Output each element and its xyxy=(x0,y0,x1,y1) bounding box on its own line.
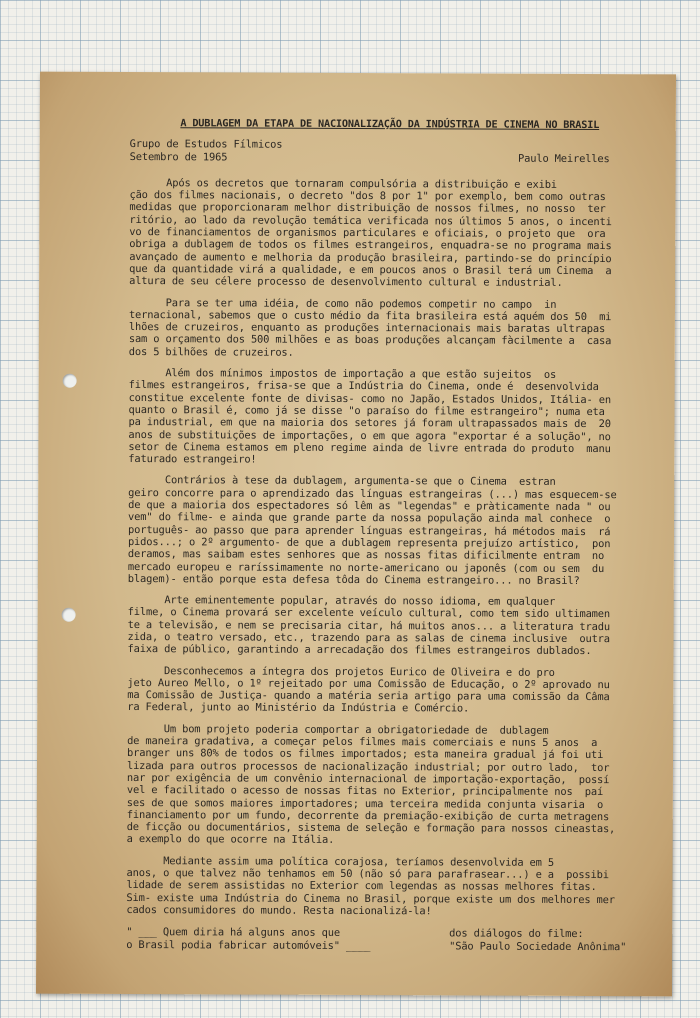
text-line: te a televisão, e nem se precisaria citar, há muitos anos... a literatura tradu xyxy=(127,618,610,633)
text-line: de maneira gradativa, a começar pelos filmes mais comerciais e nuns 5 anos a xyxy=(127,735,598,750)
text-line: a exemplo do que ocorre na Itália. xyxy=(126,833,335,847)
text-line: lhões de cruzeiros, enquanto as produções internacionais mais baratas ultrapas xyxy=(128,321,606,336)
text-line: ritório, ao lado da revolução temática verificada nos últimos 5 anos, o incenti xyxy=(129,213,612,228)
paragraph xyxy=(129,177,649,290)
paragraphs xyxy=(126,177,649,919)
paragraph xyxy=(129,297,649,361)
text-line: mercado europeu e raríssimamente no norte-americano ou japonês (com ou sem du xyxy=(127,560,605,575)
text-line: medidas que proporcionaram melhor distribuição de nossos filmes, no nosso ter xyxy=(129,201,606,216)
text-line: avançado de aumento e melhoria da produção brasileira, partindo-se do princípio xyxy=(129,250,612,265)
text-line: blagem)- então porque esta defesa tôda do Cinema estrangeiro... no Brasil? xyxy=(127,572,580,587)
text-line: Sim- existe uma Indústria do Cinema no Brasil, porque existe um dos melhores mer xyxy=(126,891,615,906)
text-line: filmes estrangeiros, frisa-se que a Indústria do Cinema, onde é desenvolvida xyxy=(128,379,599,394)
closing-left-line1: " ___ Quem diria há alguns anos que xyxy=(126,926,340,940)
text-line: zida, o teatro versado, etc., trazendo para as salas de cinema inclusive outra xyxy=(127,630,610,646)
text-line: vel e facilitado o acesso de nossas fitas no Exterior, principalmente nos paí xyxy=(126,784,604,799)
document-body xyxy=(126,118,650,953)
text-line: nar por exigência de um convênio internacional de importação-exportação, possí xyxy=(126,771,610,787)
text-line: português- ao passo que para aprender línguas estrangeiras, há métodos mais rá xyxy=(127,523,611,538)
document-title: A DUBLAGEM DA ETAPA DE NACIONALIZAÇÃO DA INDÚSTRIA DE CINEMA NO BRASIL xyxy=(180,118,600,132)
text-line: constitue excelente fonte de divisas- como no Japão, Estados Unidos, Itália- en xyxy=(128,391,611,406)
text-line: Mediante assim uma política corajosa, teríamos desenvolvida em 5 xyxy=(126,854,555,869)
text-line: de ficção ou documentários, sistema de seleção e formação para nossos cineastas, xyxy=(126,821,616,836)
paragraph xyxy=(127,665,647,716)
punch-hole xyxy=(62,608,76,622)
text-line: pa industrial, em que na maioria dos setores já foram ultrapassados mais de 20 xyxy=(128,416,611,431)
document-date: Setembro de 1965 xyxy=(129,150,228,164)
text-line: lidade de serem assistidas no Exterior com legendas as nossas melhores fitas. xyxy=(126,879,597,894)
text-line: vem" do filme- e ainda que grande parte da nossa população ainda mal conhece o xyxy=(128,511,611,526)
text-line: obriga a dublagem de todos os filmes estrangeiros, enquadra-se no programa mais xyxy=(129,238,612,253)
text-line: ternacional, sabemos que o custo médio da fita brasileira está aquém dos 50 mi xyxy=(128,308,612,323)
closing-quote-row xyxy=(126,926,646,953)
text-line: faturado estrangeiro! xyxy=(128,453,257,466)
paragraph xyxy=(127,723,648,848)
text-line: que da quantidade virá a qualidade, e em poucos anos o Brasil terá um Cinema a xyxy=(129,262,612,278)
text-line: deramos, mas saibam estes senhores que as nossas fitas dificilmente entram no xyxy=(127,548,605,563)
text-line: anos de substituições de importações, o em que agora "exportar é a solução", no xyxy=(128,428,611,443)
text-line: faixa de público, garantindo a arrecadação dos filmes estrangeiros dublados. xyxy=(127,643,592,658)
text-line: ma Comissão de Justiça- quando a matéria seria artigo para uma comissão da Câma xyxy=(127,689,610,704)
text-line: ção dos filmes nacionais, o decreto "dos 8 por 1" por exemplo, bem como outras xyxy=(129,189,606,204)
text-line: Arte eminentemente popular, através do nosso idioma, em qualquer xyxy=(127,594,556,608)
punch-hole xyxy=(63,374,77,388)
text-line: jeto Aureo Mello, o 1º rejeitado por uma Comissão de Educação, o 2º aprovado nu xyxy=(127,676,610,691)
text-line: ra Federal, junto ao Ministério da Indústria e Comércio. xyxy=(127,701,470,715)
typewritten-document xyxy=(36,72,676,997)
text-line: dos 5 bilhões de cruzeiros. xyxy=(128,345,294,359)
paragraph xyxy=(128,474,648,587)
text-line: pidos...; o 2º argumento- de que a dublagem representa prejuízo artístico, pon xyxy=(127,535,611,551)
text-line: cados consumidores do mundo. Resta nacionalizá-la! xyxy=(126,903,432,918)
text-line: Para se ter uma idéia, de como não podemos competir no campo in xyxy=(128,296,557,311)
text-line: Desconhecemos a íntegra dos projetos Eurico de Oliveira e do pro xyxy=(127,664,555,679)
text-line: setor de Cinema estamos em pleno regime ainda de livre entrada do produto manu xyxy=(128,440,611,455)
text-line: sam o orçamento dos 500 milhões e as boas produções alcançam fàcilmente a casa xyxy=(128,333,612,348)
date-author-row xyxy=(130,151,650,166)
text-line: de que a maioria dos espectadores só lêm as "legendas" e pràticamente nada " ou xyxy=(128,499,611,514)
text-line: Além dos mínimos impostos de importação a que estão sujeitos os xyxy=(128,367,557,381)
paragraph xyxy=(128,367,648,468)
text-line: Contrários à tese da dublagem, argumenta-se que o Cinema estran xyxy=(128,474,556,489)
text-line: vo de financiamentos de organismos particulares e oficiais, o projeto que ora xyxy=(129,226,606,241)
paragraph xyxy=(126,855,646,919)
text-line: geiro concorre para o aprendizado das línguas estrangeiras (...) mas esquecem-se xyxy=(128,486,617,501)
closing-right-line1: dos diálogos do filme: xyxy=(449,927,584,941)
text-line: altura de seu célere processo de desenvolvimento cultural e industrial. xyxy=(129,275,563,290)
document-author: Paulo Meirelles xyxy=(518,152,610,165)
closing-left-line2: o Brasil podia fabricar automóveis" ____ xyxy=(126,938,371,952)
text-line: branger uns 80% de todos os filmes importados; esta maneira gradual já foi uti xyxy=(127,747,604,762)
text-line: Um bom projeto poderia comportar a obrigatoriedade de dublagem xyxy=(127,722,549,737)
text-line: anos, o que talvez não tenhamos em 50 (não só para parafrasear...) e a possibi xyxy=(126,867,609,882)
closing-right-line2: "São Paulo Sociedade Anônima" xyxy=(449,939,627,953)
text-line: ses de que somos maiores importadores; uma terceira medida conjunta visaria o xyxy=(126,796,604,811)
text-line: quanto o Brasil é, como já se disse "o paraíso do filme estrangeiro"; numa eta xyxy=(128,403,605,419)
text-line: financiamento por um fundo, decorrente da premiação-exibição de curta metragens xyxy=(126,808,610,823)
text-line: lizada para outros processos de nacionalização industrial; por outro lado, tor xyxy=(126,759,610,774)
paragraph xyxy=(127,594,647,658)
text-line: Após os decretos que tornaram compulsória a distribuição e exibi xyxy=(129,176,557,191)
organization-name: Grupo de Estudos Fílmicos xyxy=(129,138,283,151)
text-line: filme, o Cinema provará ser excelente veículo cultural, como tem sido ultimamen xyxy=(127,606,611,621)
